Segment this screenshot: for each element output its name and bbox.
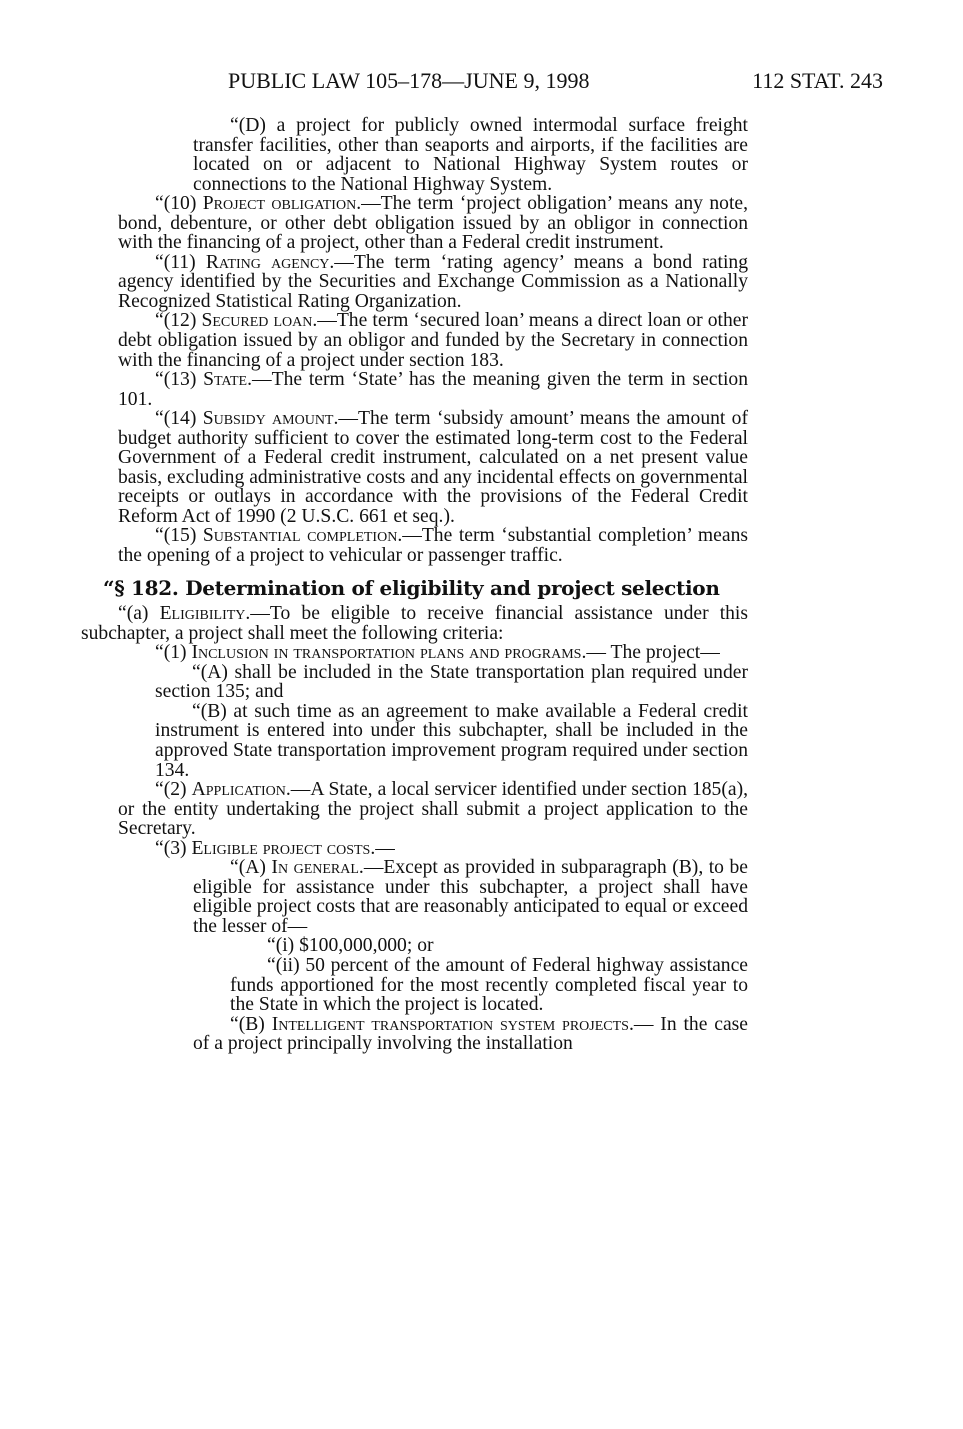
paragraph-criteria-1b xyxy=(118,702,748,780)
paragraph-criteria-3a xyxy=(118,858,748,936)
page-number: 112 STAT. 243 xyxy=(752,68,883,93)
paragraph-criteria-3b xyxy=(118,1015,748,1054)
paragraph-heading: Eligibility xyxy=(159,603,246,625)
paragraph-lead: “(2) xyxy=(155,779,192,801)
paragraph-lead: “(a) xyxy=(118,603,160,625)
paragraph-subsection-a xyxy=(81,604,748,643)
paragraph-text: .—A State, a local servicer identified under section 185(a), or the entity undertaking the project shall submit a project application to the Secretary. xyxy=(118,779,748,840)
paragraph-text: .— The project— xyxy=(581,642,720,664)
paragraph-subparagraph-d xyxy=(118,116,748,194)
page-body xyxy=(81,115,749,1055)
paragraph-heading: Subsidy amount xyxy=(202,408,334,430)
section-heading: “§ 182. Determination of eligibility and project selection xyxy=(103,575,720,600)
paragraph-text: “(ii) 50 percent of the amount of Federal highway assistance funds apportioned for the most recently completed fiscal year to the State in which the project is located. xyxy=(230,954,748,1016)
paragraph-text: .—The term ‘rating agency’ means a bond rating agency identified by the Securities and Exchange Commission as a Nationally Recognized Statistical Rating Organization. xyxy=(118,251,749,312)
paragraph-criteria-1 xyxy=(118,643,748,663)
paragraph-text: .— xyxy=(370,837,395,859)
paragraph-lead: “(3) xyxy=(155,837,192,859)
paragraph-lead: “(13) xyxy=(155,369,204,391)
paragraph-definition-14 xyxy=(118,409,748,526)
paragraph-heading: Secured loan xyxy=(201,310,313,332)
paragraph-heading: State xyxy=(203,369,248,391)
paragraph-text: .—The term ‘subsidy amount’ means the amount of budget authority sufficient to cover the estimated long-term cost to the Federal Government of a Federal credit instrument, calculated on a net present value basis, excluding administrative costs and any incidental effects on governmental receipts or outlays in accordance with the provisions of the Federal Credit Reform Act of 1990 (2 U.S.C. 661 et seq.). xyxy=(118,408,749,527)
paragraph-heading: Eligible project costs xyxy=(191,837,371,859)
paragraph-text: “(D) a project for publicly owned intermodal surface freight transfer facilities, other than seaports and airports, if the facilities are located on or adjacent to National Highway System routes or connections to the National Highway System. xyxy=(193,115,748,195)
paragraph-criteria-1a xyxy=(118,663,748,702)
paragraph-definition-13 xyxy=(118,370,748,409)
paragraph-text: “(A) shall be included in the State transportation plan required under section 135; and xyxy=(155,661,748,703)
paragraph-heading: Project obligation xyxy=(202,193,357,215)
paragraph-lead: “(A) xyxy=(230,857,272,879)
paragraph-heading: In general xyxy=(271,857,359,879)
paragraph-heading: Application xyxy=(191,779,286,801)
paragraph-definition-11 xyxy=(118,253,748,312)
paragraph-heading: Inclusion in transportation plans and programs xyxy=(191,642,582,664)
paragraph-definition-15 xyxy=(118,526,748,565)
paragraph-lead: “(10) xyxy=(155,193,203,215)
paragraph-criteria-2 xyxy=(118,780,748,839)
paragraph-lead: “(B) xyxy=(230,1013,272,1035)
paragraph-heading: Rating agency xyxy=(205,251,330,273)
paragraph-criteria-3a-i xyxy=(118,936,748,956)
paragraph-lead: “(1) xyxy=(155,642,192,664)
paragraph-heading: Intelligent transportation system projects xyxy=(271,1013,629,1035)
paragraph-heading: Substantial completion xyxy=(202,525,398,547)
paragraph-text: .—The term ‘project obligation’ means any note, bond, debenture, or other debt obligation issued by an obligor in connection with the financing of a project, other than a Federal credit instrument. xyxy=(118,193,748,254)
paragraph-text: .—The term ‘secured loan’ means a direct loan or other debt obligation issued by an obligor and funded by the Secretary in connection with the financing of a project under section 183. xyxy=(118,310,748,371)
paragraph-text: .—Except as provided in subparagraph (B), to be eligible for assistance under this subchapter, a project shall have eligible project costs that are reasonably anticipated to equal or exceed the lesser of— xyxy=(193,857,748,937)
paragraph-text: .—To be eligible to receive financial assistance under this subchapter, a project shall meet the following criteria: xyxy=(81,603,749,644)
paragraph-text: “(B) at such time as an agreement to make available a Federal credit instrument is entered into under this subchapter, shall be included in the approved State transportation improvement program required under section 134. xyxy=(155,700,748,781)
paragraph-text: .—The term ‘State’ has the meaning given the term in section 101. xyxy=(118,369,748,410)
paragraph-text: .—The term ‘substantial completion’ means the opening of a project to vehicular or passenger traffic. xyxy=(118,525,748,567)
paragraph-criteria-3 xyxy=(118,839,748,859)
paragraph-lead: “(14) xyxy=(155,408,203,430)
paragraph-criteria-3a-ii xyxy=(118,956,748,1015)
paragraph-lead: “(12) xyxy=(155,310,202,332)
paragraph-lead: “(15) xyxy=(155,525,203,547)
paragraph-lead: “(11) xyxy=(155,251,206,273)
paragraph-definition-12 xyxy=(118,311,748,370)
paragraph-text: .— In the case of a project principally involving the installation xyxy=(193,1013,748,1055)
paragraph-definition-10 xyxy=(118,194,748,253)
running-header-title: PUBLIC LAW 105–178—JUNE 9, 1998 xyxy=(228,68,590,93)
paragraph-text: “(i) $100,000,000; or xyxy=(267,935,434,957)
